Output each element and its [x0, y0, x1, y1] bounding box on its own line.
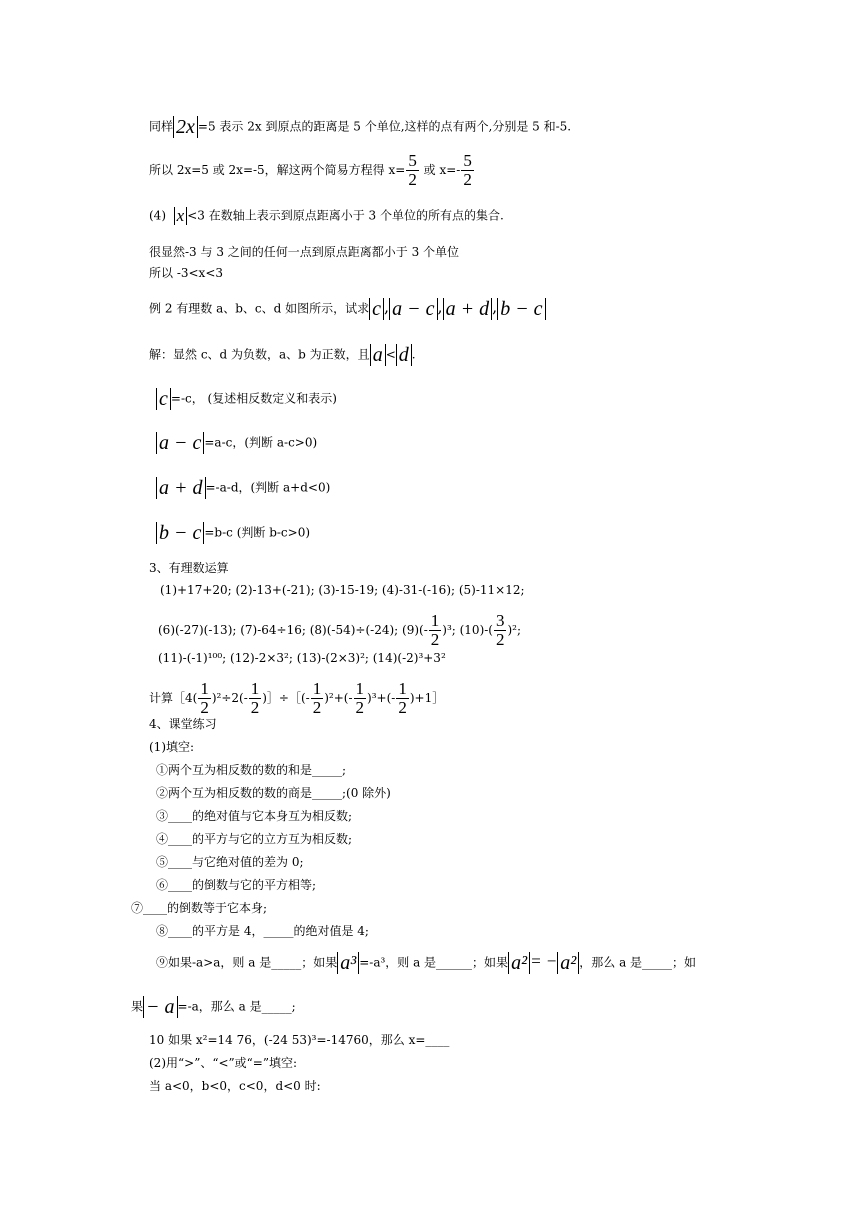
abs-a: a	[370, 344, 386, 366]
part-2-title: (2)用“>”、“<”或“=”填空:	[149, 1056, 298, 1070]
fraction-den: 2	[408, 170, 417, 189]
list-item: ④____的平方与它的立方互为相反数;	[156, 832, 353, 846]
list-item-7: ⑦____的倒数等于它本身;	[131, 901, 268, 915]
text-prefix: 所以 2x=5 或 2x=-5，解这两个简易方程得 x=	[149, 163, 406, 177]
item9b-text-a: 果	[131, 999, 144, 1014]
list-item: ②两个互为相反数的数的商是_____;(0 除外)	[156, 786, 391, 800]
item9-text-a: ⑨如果-a>a，则 a 是_____；如果	[156, 955, 338, 970]
abs-a-plus-d: a + d	[156, 477, 206, 499]
example-text: 例 2 有理数 a、b、c、d 如图所示，试求	[149, 301, 370, 316]
abs-a-minus-c: a − c	[156, 432, 204, 454]
abs-a-minus-c: a − c	[389, 298, 437, 320]
fraction-num: 1	[200, 679, 209, 698]
list-item-9	[156, 952, 696, 974]
list-item: ①两个互为相反数的数的和是_____;	[156, 763, 347, 777]
fraction-5-2	[406, 152, 419, 189]
fraction-1-2	[249, 680, 262, 717]
lt-sign: <	[385, 347, 396, 362]
abs-a-plus-d: a + d	[443, 298, 493, 320]
item9-text-b: =-a³，则 a 是______；如果	[359, 955, 509, 970]
line-abs-2x	[149, 116, 571, 138]
ops-row-3: (11)-(-1)¹⁰⁰; (12)-2×3²; (13)-(2×3)²; (14)(-2)³+3²	[158, 651, 446, 665]
list-item: ③____的绝对值与它本身互为相反数;	[156, 809, 353, 823]
section-4-heading: 4、课堂练习	[149, 717, 217, 731]
fraction-den: 2	[355, 698, 365, 717]
fraction-den: 2	[200, 698, 209, 717]
abs-c: c	[369, 298, 384, 320]
ops-row-2	[158, 612, 521, 649]
fraction-1-2	[429, 612, 442, 649]
ops-row-1: (1)+17+20; (2)-13+(-21); (3)-15-19; (4)-31-(-16); (5)-11×12;	[160, 583, 525, 597]
line-abs-x-lt-3	[149, 207, 504, 225]
list-item-8: ⑧____的平方是 4，_____的绝对值是 4;	[156, 924, 369, 938]
solution	[149, 344, 416, 366]
eq-b-minus-c	[156, 522, 310, 544]
ops-text-c: )²;	[507, 623, 522, 637]
fraction-den: 2	[495, 630, 505, 649]
list-item: ⑤____与它绝对值的差为 0;	[156, 855, 304, 869]
eq-c	[156, 388, 337, 410]
fraction-den: 2	[430, 630, 440, 649]
fraction-num: 5	[463, 151, 472, 170]
item9b-text-b: =-a，那么 a 是_____;	[177, 999, 296, 1014]
text-rest: <3 在数轴上表示到原点距离小于 3 个单位的所有点的集合.	[187, 208, 504, 223]
eq-rest: =a-c，(判断 a-c>0)	[204, 435, 318, 450]
fraction-5-2-neg	[461, 152, 474, 189]
fraction-den: 2	[398, 698, 407, 717]
condition-text: 当 a<0，b<0，c<0，d<0 时:	[149, 1079, 321, 1093]
fraction-3-2	[494, 612, 507, 649]
fraction-1-2	[354, 680, 367, 717]
item9-equals-minus: = −	[530, 951, 558, 971]
calc-text-c: )］÷［(-	[262, 691, 310, 705]
fraction-num: 1	[250, 679, 260, 698]
calc-expression	[149, 680, 444, 717]
calc-text-e: )³+(-	[367, 691, 396, 705]
text-prefix: 同样	[149, 119, 174, 134]
eq-rest: =b-c (判断 b-c>0)	[204, 525, 311, 540]
eq-a-plus-d	[156, 477, 330, 499]
section-3-heading: 3、有理数运算	[149, 561, 229, 575]
example-2: 例 2 有理数 a、b、c、d 如图所示，试求 c , a − c , a + d , b − c	[149, 298, 546, 320]
list-item: ⑥____的倒数与它的平方相等;	[156, 878, 317, 892]
period: .	[411, 347, 416, 362]
fraction-num: 1	[355, 679, 365, 698]
fill-title: (1)填空:	[149, 740, 195, 754]
fraction-1-2	[198, 680, 211, 717]
list-item-9-cont	[131, 996, 296, 1018]
calc-text-f: )+1］	[409, 691, 445, 705]
fraction-1-2	[311, 680, 324, 717]
text-rest: =5 表示 2x 到原点的距离是 5 个单位,这样的点有两个,分别是 5 和-5.	[197, 119, 572, 134]
abs-2x: 2x	[173, 116, 198, 138]
abs-a-cubed: a³	[337, 952, 359, 974]
calc-text-a: 计算［4(	[149, 691, 198, 705]
fraction-num: 1	[430, 611, 440, 630]
ops-text-b: )³; (10)-(	[442, 623, 493, 637]
fraction-num: 1	[398, 679, 407, 698]
solution-text: 解：显然 c、d 为负数，a、b 为正数，且	[149, 347, 370, 362]
item9-text-d: ，那么 a 是_____；如	[579, 955, 697, 970]
fraction-num: 5	[408, 151, 417, 170]
fraction-den: 2	[312, 698, 322, 717]
fraction-num: 1	[312, 679, 322, 698]
calc-text-d: )²+(-	[324, 691, 353, 705]
list-item-10: 10 如果 x²=14 76，(-24 53)³=-14760，那么 x=____	[149, 1033, 450, 1047]
fraction-den: 2	[250, 698, 260, 717]
abs-minus-a: − a	[143, 996, 178, 1018]
text-prefix: (4)	[149, 208, 166, 223]
abs-b-minus-c: b − c	[497, 298, 545, 320]
abs-x: x	[174, 207, 188, 225]
fraction-1-2	[396, 680, 409, 717]
fraction-den: 2	[463, 170, 472, 189]
text-line-5: 所以 -3<x<3	[149, 266, 224, 280]
fraction-num: 3	[495, 611, 505, 630]
abs-a-squared: a²	[557, 952, 579, 974]
line-solve-2x	[149, 152, 475, 189]
text-mid: 或 x=-	[419, 163, 461, 177]
text-line-4: 很显然-3 与 3 之间的任何一点到原点距离都小于 3 个单位	[149, 245, 460, 259]
eq-rest: =-c， (复述相反数定义和表示)	[170, 391, 337, 406]
abs-b-minus-c: b − c	[156, 522, 204, 544]
abs-d: d	[396, 344, 412, 366]
abs-a-squared: a²	[508, 952, 530, 974]
abs-c: c	[156, 388, 171, 410]
calc-text-b: )²÷2(-	[211, 691, 248, 705]
eq-rest: =-a-d，(判断 a+d<0)	[205, 480, 331, 495]
eq-a-minus-c	[156, 432, 317, 454]
ops-text-a: (6)(-27)(-13); (7)-64÷16; (8)(-54)÷(-24); (9)(-	[158, 623, 428, 637]
